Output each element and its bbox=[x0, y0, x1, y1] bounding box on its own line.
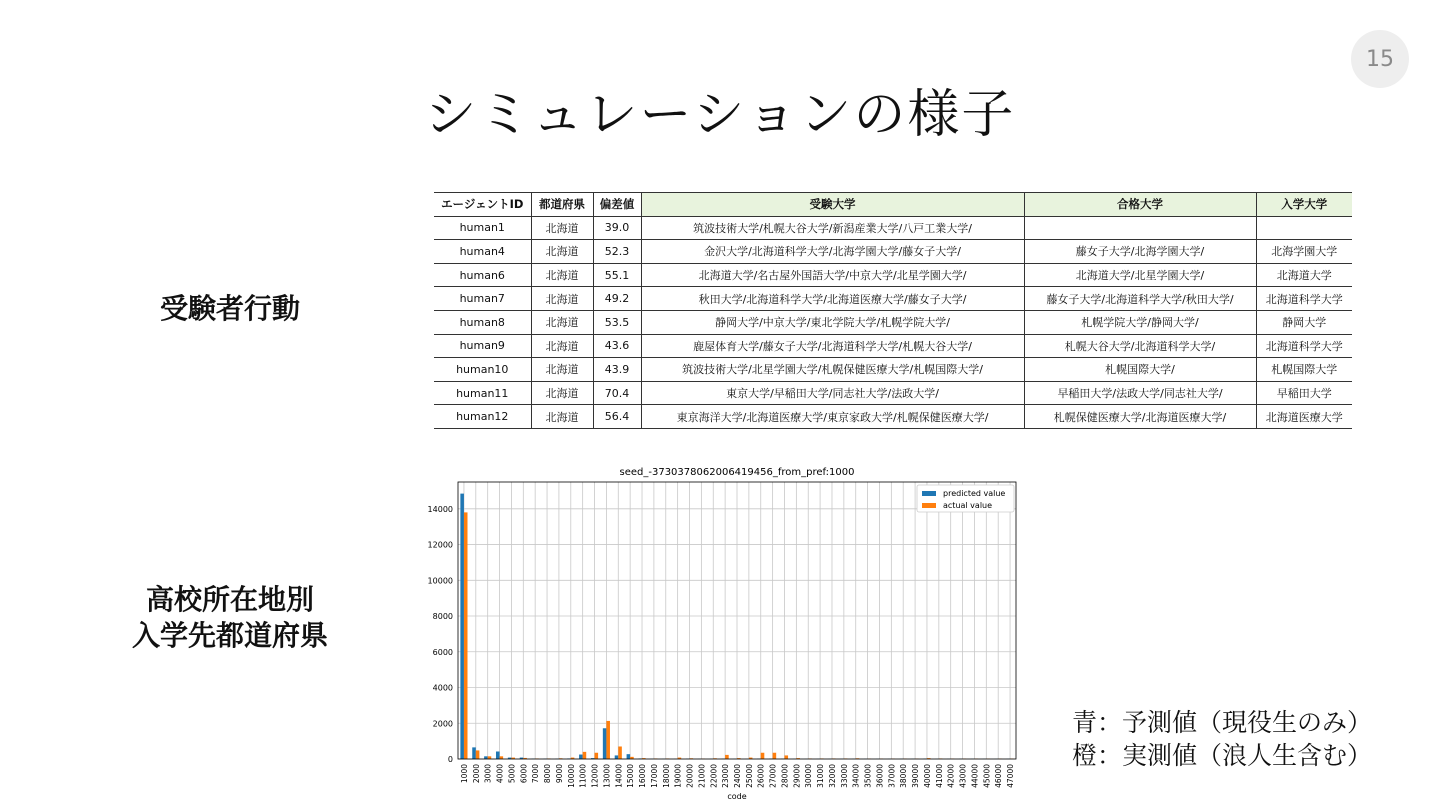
bar-actual bbox=[500, 756, 504, 759]
x-axis-label: code bbox=[727, 792, 747, 800]
bar-actual bbox=[583, 752, 587, 759]
chart-title: seed_-3730378062006419456_from_pref:1000 bbox=[619, 467, 855, 478]
y-tick-label: 4000 bbox=[432, 683, 453, 693]
x-tick-label: 7000 bbox=[531, 764, 541, 784]
x-tick-label: 1000 bbox=[459, 764, 469, 784]
bar-predicted bbox=[603, 728, 607, 759]
behavior-section-label: 受験者行動 bbox=[159, 292, 300, 325]
prefecture-cell: 北海道 bbox=[531, 263, 593, 287]
x-tick-label: 33000 bbox=[839, 764, 849, 788]
deviation-cell: 49.2 bbox=[593, 287, 641, 311]
x-tick-label: 26000 bbox=[756, 764, 766, 788]
bar-predicted bbox=[579, 755, 583, 759]
bar-actual bbox=[761, 753, 765, 759]
table-row bbox=[434, 358, 1352, 382]
deviation-cell: 52.3 bbox=[593, 240, 641, 264]
page-number: 15 bbox=[1351, 30, 1409, 88]
x-tick-label: 45000 bbox=[982, 764, 992, 788]
applied-universities-cell: 筑波技術大学/札幌大谷大学/新潟産業大学/八戸工業大学/ bbox=[641, 216, 1024, 240]
enrolled-university-cell: 北海道科学大学 bbox=[1256, 287, 1352, 311]
x-tick-label: 17000 bbox=[649, 764, 659, 788]
y-tick-label: 6000 bbox=[432, 647, 453, 657]
bar-predicted bbox=[460, 494, 464, 759]
prefecture-cell: 北海道 bbox=[531, 358, 593, 382]
bar-actual bbox=[464, 512, 468, 759]
bar-actual bbox=[606, 721, 610, 759]
enrolled-university-cell: 早稲田大学 bbox=[1256, 381, 1352, 405]
bar-actual bbox=[773, 753, 777, 759]
x-tick-label: 19000 bbox=[673, 764, 683, 788]
bar-predicted bbox=[615, 755, 619, 759]
x-tick-label: 24000 bbox=[733, 764, 742, 788]
bar-actual bbox=[476, 750, 480, 759]
prefecture-cell: 北海道 bbox=[531, 405, 593, 429]
x-tick-label: 14000 bbox=[614, 764, 624, 788]
x-tick-label: 5000 bbox=[507, 764, 517, 784]
table-row bbox=[434, 216, 1352, 240]
enrolled-university-cell: 北海道医療大学 bbox=[1256, 405, 1352, 429]
slide-title: シミュレーションの様子 bbox=[424, 85, 1016, 145]
x-tick-label: 22000 bbox=[709, 764, 719, 788]
header-enrolled-university: 入学大学 bbox=[1256, 193, 1352, 217]
bar-predicted bbox=[627, 754, 631, 759]
deviation-cell: 55.1 bbox=[593, 263, 641, 287]
y-tick-label: 8000 bbox=[432, 612, 453, 622]
prefecture-label-line2: 入学先都道府県 bbox=[131, 619, 328, 652]
x-tick-label: 25000 bbox=[744, 764, 754, 788]
table-row bbox=[434, 240, 1352, 264]
bar-predicted bbox=[472, 747, 476, 759]
x-tick-label: 11000 bbox=[578, 764, 588, 788]
x-tick-label: 42000 bbox=[946, 764, 956, 788]
bar-predicted bbox=[484, 756, 488, 759]
y-tick-label: 2000 bbox=[432, 719, 453, 729]
legend-predicted-line: 青：予測値（現役生のみ） bbox=[1072, 708, 1373, 737]
agent-id-cell: human10 bbox=[434, 358, 531, 382]
deviation-cell: 53.5 bbox=[593, 310, 641, 334]
legend-actual-line: 橙：実測値（浪人生含む） bbox=[1072, 741, 1373, 770]
header-applied-universities: 受験大学 bbox=[641, 193, 1024, 217]
x-tick-label: 47000 bbox=[1006, 764, 1016, 788]
y-tick-label: 12000 bbox=[427, 540, 453, 550]
passed-universities-cell: 札幌保健医療大学/北海道医療大学/ bbox=[1024, 405, 1256, 429]
table-row bbox=[434, 287, 1352, 311]
table-row bbox=[434, 263, 1352, 287]
applied-universities-cell: 秋田大学/北海道科学大学/北海道医療大学/藤女子大学/ bbox=[641, 287, 1024, 311]
bar-actual bbox=[595, 753, 599, 759]
agent-id-cell: human9 bbox=[434, 334, 531, 358]
prefecture-cell: 北海道 bbox=[531, 381, 593, 405]
table-body bbox=[434, 216, 1352, 428]
applied-universities-cell: 静岡大学/中京大学/東北学院大学/札幌学院大学/ bbox=[641, 310, 1024, 334]
x-tick-label: 31000 bbox=[816, 764, 826, 788]
x-tick-label: 2000 bbox=[471, 764, 481, 784]
x-tick-label: 18000 bbox=[661, 764, 671, 788]
prefecture-cell: 北海道 bbox=[531, 240, 593, 264]
header-agent-id: エージェントID bbox=[434, 193, 531, 217]
deviation-cell: 43.6 bbox=[593, 334, 641, 358]
passed-universities-cell: 札幌大谷大学/北海道科学大学/ bbox=[1024, 334, 1256, 358]
x-tick-label: 46000 bbox=[994, 764, 1004, 788]
applied-universities-cell: 東京海洋大学/北海道医療大学/東京家政大学/札幌保健医療大学/ bbox=[641, 405, 1024, 429]
prefecture-cell: 北海道 bbox=[531, 310, 593, 334]
agent-id-cell: human6 bbox=[434, 263, 531, 287]
deviation-cell: 39.0 bbox=[593, 216, 641, 240]
enrolled-university-cell: 北海道科学大学 bbox=[1256, 334, 1352, 358]
deviation-cell: 70.4 bbox=[593, 381, 641, 405]
prefecture-section-label bbox=[90, 582, 370, 654]
prefecture-bar-chart bbox=[412, 462, 1022, 800]
enrolled-university-cell: 静岡大学 bbox=[1256, 310, 1352, 334]
x-tick-label: 43000 bbox=[958, 764, 968, 788]
y-tick-label: 10000 bbox=[427, 576, 453, 586]
enrolled-university-cell: 札幌国際大学 bbox=[1256, 358, 1352, 382]
legend-label-actual: actual value bbox=[943, 501, 993, 510]
x-tick-label: 4000 bbox=[495, 764, 505, 784]
passed-universities-cell: 藤女子大学/北海道科学大学/秋田大学/ bbox=[1024, 287, 1256, 311]
bar-actual bbox=[784, 755, 788, 759]
legend-swatch-actual bbox=[922, 503, 936, 508]
x-tick-label: 27000 bbox=[768, 764, 778, 788]
x-tick-label: 20000 bbox=[685, 764, 695, 788]
table-header-row bbox=[434, 193, 1352, 217]
agent-table bbox=[434, 192, 1352, 429]
prefecture-cell: 北海道 bbox=[531, 287, 593, 311]
x-tick-label: 28000 bbox=[780, 764, 790, 788]
agent-id-cell: human1 bbox=[434, 216, 531, 240]
agent-id-cell: human4 bbox=[434, 240, 531, 264]
x-tick-label: 16000 bbox=[638, 764, 648, 788]
applied-universities-cell: 北海道大学/名古屋外国語大学/中京大学/北星学園大学/ bbox=[641, 263, 1024, 287]
x-tick-label: 15000 bbox=[626, 764, 636, 788]
agent-id-cell: human8 bbox=[434, 310, 531, 334]
applied-universities-cell: 東京大学/早稲田大学/同志社大学/法政大学/ bbox=[641, 381, 1024, 405]
deviation-cell: 43.9 bbox=[593, 358, 641, 382]
x-tick-label: 44000 bbox=[970, 764, 980, 788]
passed-universities-cell: 札幌国際大学/ bbox=[1024, 358, 1256, 382]
x-tick-label: 9000 bbox=[554, 764, 564, 784]
x-tick-label: 38000 bbox=[899, 764, 909, 788]
x-tick-label: 32000 bbox=[827, 764, 837, 788]
passed-universities-cell: 藤女子大学/北海学園大学/ bbox=[1024, 240, 1256, 264]
x-tick-label: 39000 bbox=[911, 764, 921, 788]
header-prefecture: 都道府県 bbox=[531, 193, 593, 217]
deviation-cell: 56.4 bbox=[593, 405, 641, 429]
color-legend-text bbox=[1072, 706, 1372, 772]
x-tick-label: 29000 bbox=[792, 764, 802, 788]
x-tick-label: 23000 bbox=[721, 764, 731, 788]
table-row bbox=[434, 334, 1352, 358]
passed-universities-cell: 早稲田大学/法政大学/同志社大学/ bbox=[1024, 381, 1256, 405]
table-row bbox=[434, 381, 1352, 405]
x-tick-label: 30000 bbox=[804, 764, 814, 788]
passed-universities-cell: 札幌学院大学/静岡大学/ bbox=[1024, 310, 1256, 334]
applied-universities-cell: 筑波技術大学/北星学園大学/札幌保健医療大学/札幌国際大学/ bbox=[641, 358, 1024, 382]
applied-universities-cell: 金沢大学/北海道科学大学/北海学園大学/藤女子大学/ bbox=[641, 240, 1024, 264]
enrolled-university-cell: 北海学園大学 bbox=[1256, 240, 1352, 264]
header-passed-universities: 合格大学 bbox=[1024, 193, 1256, 217]
applied-universities-cell: 鹿屋体育大学/藤女子大学/北海道科学大学/札幌大谷大学/ bbox=[641, 334, 1024, 358]
bar-predicted bbox=[496, 751, 500, 759]
x-tick-label: 21000 bbox=[697, 764, 707, 788]
x-tick-label: 12000 bbox=[590, 764, 600, 788]
bar-actual bbox=[488, 756, 492, 759]
enrolled-university-cell bbox=[1256, 216, 1352, 240]
agent-table-container bbox=[434, 192, 1352, 430]
agent-id-cell: human7 bbox=[434, 287, 531, 311]
passed-universities-cell: 北海道大学/北星学園大学/ bbox=[1024, 263, 1256, 287]
table-row bbox=[434, 405, 1352, 429]
enrolled-university-cell: 北海道大学 bbox=[1256, 263, 1352, 287]
header-deviation: 偏差値 bbox=[593, 193, 641, 217]
table-row bbox=[434, 310, 1352, 334]
prefecture-cell: 北海道 bbox=[531, 334, 593, 358]
x-tick-label: 36000 bbox=[875, 764, 885, 788]
agent-id-cell: human11 bbox=[434, 381, 531, 405]
x-tick-label: 8000 bbox=[543, 764, 553, 784]
agent-id-cell: human12 bbox=[434, 405, 531, 429]
passed-universities-cell bbox=[1024, 216, 1256, 240]
x-tick-label: 6000 bbox=[519, 764, 529, 784]
bar-actual bbox=[725, 755, 729, 759]
bar-actual bbox=[618, 746, 622, 759]
legend-label-predicted: predicted value bbox=[943, 489, 1006, 498]
x-tick-label: 37000 bbox=[887, 764, 897, 788]
y-tick-label: 0 bbox=[447, 755, 453, 764]
x-tick-label: 3000 bbox=[483, 764, 493, 784]
legend-swatch-predicted bbox=[922, 491, 936, 496]
y-tick-label: 14000 bbox=[427, 504, 453, 514]
x-tick-label: 35000 bbox=[863, 764, 873, 788]
prefecture-label-line1: 高校所在地別 bbox=[145, 583, 314, 616]
x-tick-label: 10000 bbox=[566, 764, 576, 788]
x-tick-label: 34000 bbox=[851, 764, 861, 788]
prefecture-cell: 北海道 bbox=[531, 216, 593, 240]
x-tick-label: 13000 bbox=[602, 764, 612, 788]
x-tick-label: 41000 bbox=[934, 764, 944, 788]
x-tick-label: 40000 bbox=[922, 764, 932, 788]
